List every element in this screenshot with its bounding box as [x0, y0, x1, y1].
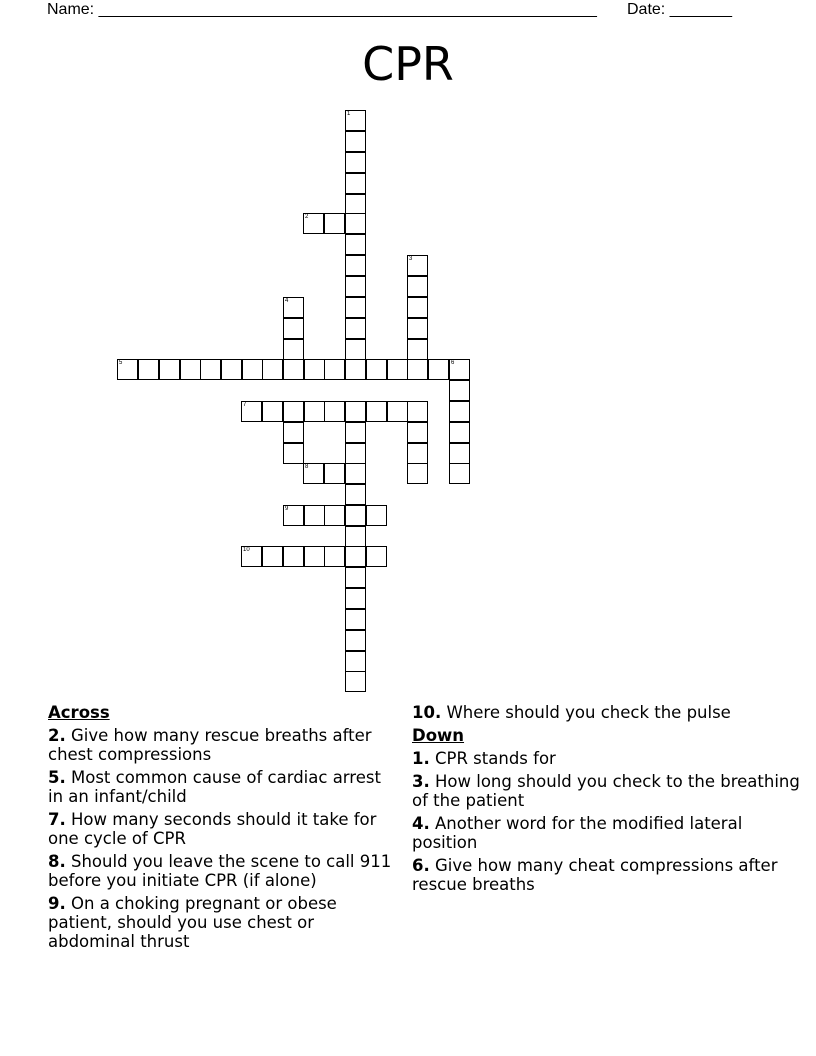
- grid-cell: [345, 588, 366, 609]
- grid-cell: [345, 110, 366, 131]
- grid-cell: [303, 463, 324, 484]
- grid-cell: [345, 401, 366, 422]
- grid-cell: [180, 359, 201, 380]
- clue-number-marker: 3: [409, 256, 413, 262]
- grid-cell: [283, 297, 304, 318]
- grid-cell: [303, 213, 324, 234]
- grid-cell: [345, 152, 366, 173]
- grid-cell: [407, 443, 428, 464]
- clue-number-marker: 4: [285, 298, 289, 304]
- clue-number-marker: 8: [305, 464, 309, 470]
- grid-cell: [345, 173, 366, 194]
- grid-cell: [345, 505, 366, 526]
- grid-cell: [407, 359, 428, 380]
- clue-text: Another word for the modified lateral position: [412, 814, 743, 852]
- grid-cell: [241, 401, 262, 422]
- grid-cell: [407, 401, 428, 422]
- grid-cell: [324, 546, 345, 567]
- clue-number: 9.: [48, 894, 66, 913]
- down-clue-6: [412, 856, 812, 894]
- clue-number: 8.: [48, 852, 66, 871]
- grid-cell: [324, 505, 345, 526]
- grid-cell: [366, 505, 387, 526]
- across-clue-8: [48, 852, 393, 890]
- grid-cell: [345, 131, 366, 152]
- grid-cell: [345, 671, 366, 692]
- grid-cell: [407, 422, 428, 443]
- down-clue-3: [412, 772, 812, 810]
- down-clue-1: [412, 749, 812, 768]
- clue-text: How long should you check to the breathing of the patient: [412, 772, 800, 810]
- grid-cell: [345, 297, 366, 318]
- grid-cell: [407, 297, 428, 318]
- clue-number: 1.: [412, 749, 430, 768]
- grid-cell: [304, 359, 325, 380]
- across-clue-10: [412, 703, 812, 722]
- grid-cell: [283, 443, 304, 464]
- grid-cell: [345, 609, 366, 630]
- grid-cell: [283, 318, 304, 339]
- grid-cell: [387, 401, 408, 422]
- grid-cell: [242, 359, 263, 380]
- clue-number-marker: 9: [285, 506, 289, 512]
- grid-cell: [221, 359, 242, 380]
- grid-cell: [345, 463, 366, 484]
- grid-cell: [324, 463, 345, 484]
- across-clue-5: [48, 768, 393, 806]
- across-heading: Across: [48, 703, 110, 722]
- grid-cell: [366, 401, 387, 422]
- grid-cell: [428, 359, 449, 380]
- across-clue-9: [48, 894, 393, 951]
- clue-number: 10.: [412, 703, 442, 722]
- grid-cell: [449, 422, 470, 443]
- clue-number: 2.: [48, 726, 66, 745]
- grid-cell: [283, 401, 304, 422]
- clue-text: Give how many rescue breaths after chest compressions: [48, 726, 372, 764]
- grid-cell: [345, 194, 366, 215]
- grid-cell: [262, 359, 283, 380]
- down-clue-4: [412, 814, 812, 852]
- grid-cell: [159, 359, 180, 380]
- clue-number: 3.: [412, 772, 430, 791]
- clues-right-column: [412, 703, 812, 898]
- grid-cell: [449, 443, 470, 464]
- clue-number: 5.: [48, 768, 66, 787]
- grid-cell: [304, 401, 325, 422]
- grid-cell: [283, 505, 304, 526]
- grid-cell: [345, 234, 366, 255]
- grid-cell: [366, 546, 387, 567]
- clue-text: On a choking pregnant or obese patient, should you use chest or abdominal thrust: [48, 894, 337, 951]
- grid-cell: [117, 359, 138, 380]
- grid-cell: [449, 463, 470, 484]
- grid-cell: [345, 255, 366, 276]
- grid-cell: [449, 380, 470, 401]
- clue-text: CPR stands for: [435, 749, 556, 768]
- clue-number-marker: 7: [243, 402, 247, 408]
- grid-cell: [345, 484, 366, 505]
- grid-cell: [407, 276, 428, 297]
- grid-cell: [345, 276, 366, 297]
- grid-cell: [262, 401, 283, 422]
- clue-number: 6.: [412, 856, 430, 875]
- grid-cell: [449, 401, 470, 422]
- name-field-label: Name: ________________________________________________________: [47, 1, 597, 18]
- grid-cell: [345, 546, 366, 567]
- clue-number-marker: 5: [119, 360, 123, 366]
- grid-cell: [449, 359, 470, 380]
- grid-cell: [241, 546, 262, 567]
- grid-cell: [283, 359, 304, 380]
- clue-number-marker: 1: [347, 111, 351, 117]
- clues-left-column: [48, 703, 393, 955]
- clue-number-marker: 6: [451, 360, 455, 366]
- clue-text: Give how many cheat compressions after rescue breaths: [412, 856, 778, 894]
- grid-cell: [283, 422, 304, 443]
- clue-number: 7.: [48, 810, 66, 829]
- grid-cell: [407, 463, 428, 484]
- grid-cell: [283, 546, 304, 567]
- clue-text: How many seconds should it take for one cycle of CPR: [48, 810, 377, 848]
- clue-text: Most common cause of cardiac arrest in an infant/child: [48, 768, 381, 806]
- grid-cell: [407, 339, 428, 360]
- grid-cell: [262, 546, 283, 567]
- grid-cell: [407, 318, 428, 339]
- across-clue-2: [48, 726, 393, 764]
- clue-text: Should you leave the scene to call 911 before you initiate CPR (if alone): [48, 852, 392, 890]
- grid-cell: [345, 567, 366, 588]
- clue-number-marker: 2: [305, 214, 309, 220]
- date-field-label: Date: _______: [627, 1, 732, 18]
- grid-cell: [387, 359, 408, 380]
- grid-cell: [200, 359, 221, 380]
- grid-cell: [345, 651, 366, 672]
- grid-cell: [366, 359, 387, 380]
- grid-cell: [324, 401, 345, 422]
- grid-cell: [283, 339, 304, 360]
- across-clue-7: [48, 810, 393, 848]
- grid-cell: [345, 359, 366, 380]
- grid-cell: [345, 213, 366, 234]
- grid-cell: [304, 546, 325, 567]
- clue-number: 4.: [412, 814, 430, 833]
- grid-cell: [345, 630, 366, 651]
- clue-text: Where should you check the pulse: [446, 703, 731, 722]
- page-title: CPR: [362, 37, 454, 91]
- grid-cell: [324, 359, 345, 380]
- grid-cell: [345, 339, 366, 360]
- grid-cell: [345, 422, 366, 443]
- grid-cell: [407, 255, 428, 276]
- grid-cell: [324, 213, 345, 234]
- grid-cell: [345, 526, 366, 547]
- grid-cell: [138, 359, 159, 380]
- grid-cell: [345, 318, 366, 339]
- clue-number-marker: 10: [243, 547, 250, 553]
- down-heading: Down: [412, 726, 465, 745]
- grid-cell: [304, 505, 325, 526]
- grid-cell: [345, 443, 366, 464]
